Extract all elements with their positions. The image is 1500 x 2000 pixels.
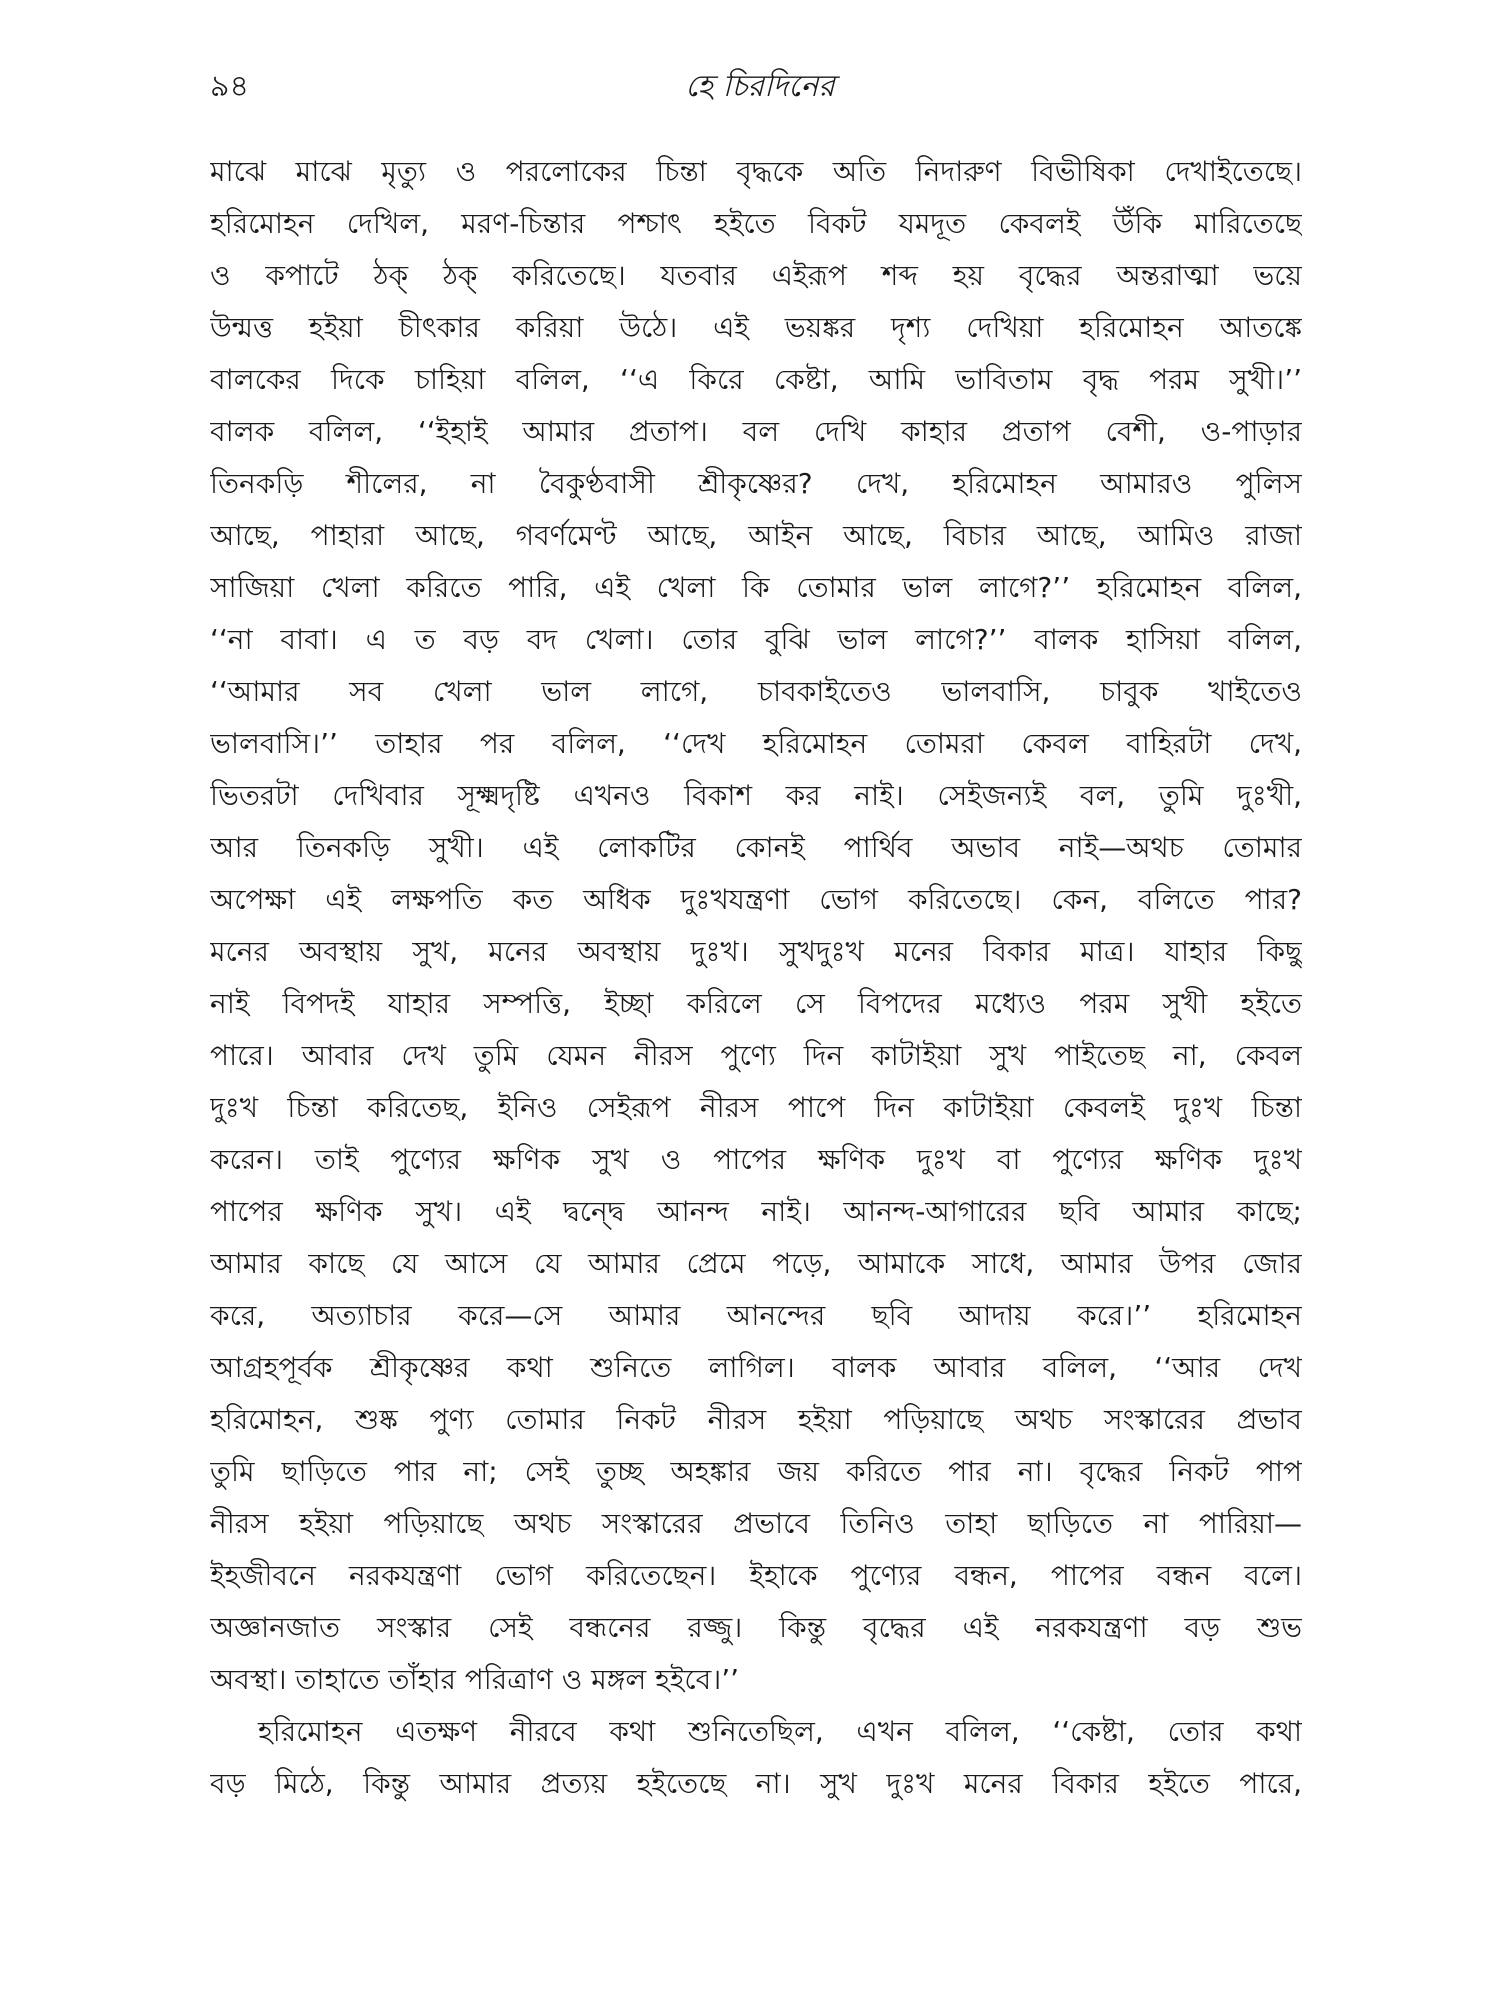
text-line: নীরস হইয়া পড়িয়াছে অথচ সংস্কারের প্রভাবে তিনিও তাহা ছাড়িতে না পারিয়া—	[210, 1507, 1302, 1540]
text-line: আছে, পাহারা আছে, গবর্ণমেণ্ট আছে, আইন আছে, বিচার আছে, আমিও রাজা	[210, 519, 1302, 552]
text-line: পারে। আবার দেখ তুমি যেমন নীরস পুণ্যে দিন কাটাইয়া সুখ পাইতেছ না, কেবল	[210, 1039, 1302, 1072]
text-line: ভালবাসি।’’ তাহার পর বলিল, ‘‘দেখ হরিমোহন তোমরা কেবল বাহিরটা দেখ,	[210, 727, 1302, 760]
text-line: দুঃখ চিন্তা করিতেছ, ইনিও সেইরূপ নীরস পাপে দিন কাটাইয়া কেবলই দুঃখ চিন্তা	[210, 1091, 1302, 1124]
text-line: ও কপাটে ঠক্ ঠক্ করিতেছে। যতবার এইরূপ শব্দ হয় বৃদ্ধের অন্তরাত্মা ভয়ে	[210, 259, 1302, 292]
text-line: সাজিয়া খেলা করিতে পারি, এই খেলা কি তোমার ভাল লাগে?’’ হরিমোহন বলিল,	[210, 571, 1302, 604]
text-line: অবস্থা। তাহাতে তাঁহার পরিত্রাণ ও মঙ্গল হইবে।’’	[210, 1663, 740, 1696]
text-line: ভিতরটা দেখিবার সূক্ষ্মদৃষ্টি এখনও বিকাশ কর নাই। সেইজন্যই বল, তুমি দুঃখী,	[210, 779, 1302, 812]
text-line: তুমি ছাড়িতে পার না; সেই তুচ্ছ অহঙ্কার জয় করিতে পার না। বৃদ্ধের নিকট পাপ	[210, 1455, 1302, 1488]
text-line: আর তিনকড়ি সুখী। এই লোকটির কোনই পার্থিব অভাব নাই—অথচ তোমার	[210, 831, 1302, 864]
running-title: হে চিরদিনের	[685, 69, 835, 104]
text-line: করে, অত্যাচার করে—সে আমার আনন্দের ছবি আদায় করে।’’ হরিমোহন	[210, 1299, 1302, 1332]
text-line: হরিমোহন এতক্ষণ নীরবে কথা শুনিতেছিল, এখন বলিল, ‘‘কেষ্টা, তোর কথা	[258, 1715, 1302, 1748]
body-text	[210, 146, 1302, 1810]
text-line: আমার কাছে যে আসে যে আমার প্রেমে পড়ে, আমাকে সাধে, আমার উপর জোর	[210, 1247, 1302, 1280]
text-line: তিনকড়ি শীলের, না বৈকুণ্ঠবাসী শ্রীকৃষ্ণের? দেখ, হরিমোহন আমারও পুলিস	[210, 467, 1302, 500]
text-line: ইহজীবনে নরকযন্ত্রণা ভোগ করিতেছেন। ইহাকে পুণ্যের বন্ধন, পাপের বন্ধন বলে।	[210, 1559, 1302, 1592]
text-line: হরিমোহন, শুষ্ক পুণ্য তোমার নিকট নীরস হইয়া পড়িয়াছে অথচ সংস্কারের প্রভাব	[210, 1403, 1302, 1436]
text-line: মাঝে মাঝে মৃত্যু ও পরলোকের চিন্তা বৃদ্ধকে অতি নিদারুণ বিভীষিকা দেখাইতেছে।	[210, 155, 1302, 188]
text-line: বড় মিঠে, কিন্তু আমার প্রত্যয় হইতেছে না। সুখ দুঃখ মনের বিকার হইতে পারে,	[210, 1767, 1302, 1800]
text-line: অপেক্ষা এই লক্ষপতি কত অধিক দুঃখযন্ত্রণা ভোগ করিতেছে। কেন, বলিতে পার?	[210, 883, 1302, 916]
text-line: ‘‘আমার সব খেলা ভাল লাগে, চাবকাইতেও ভালবাসি, চাবুক খাইতেও	[210, 675, 1302, 708]
text-line: উন্মত্ত হইয়া চীৎকার করিয়া উঠে। এই ভয়ঙ্কর দৃশ্য দেখিয়া হরিমোহন আতঙ্কে	[210, 311, 1302, 344]
text-line: নাই বিপদই যাহার সম্পত্তি, ইচ্ছা করিলে সে বিপদের মধ্যেও পরম সুখী হইতে	[210, 987, 1302, 1020]
text-line: পাপের ক্ষণিক সুখ। এই দ্বন্দ্বে আনন্দ নাই। আনন্দ-আগারের ছবি আমার কাছে;	[210, 1195, 1302, 1228]
text-line: অজ্ঞানজাত সংস্কার সেই বন্ধনের রজ্জু। কিন্তু বৃদ্ধের এই নরকযন্ত্রণা বড় শুভ	[210, 1611, 1302, 1644]
text-line: মনের অবস্থায় সুখ, মনের অবস্থায় দুঃখ। সুখদুঃখ মনের বিকার মাত্র। যাহার কিছু	[210, 935, 1302, 968]
text-line: করেন। তাই পুণ্যের ক্ষণিক সুখ ও পাপের ক্ষণিক দুঃখ বা পুণ্যের ক্ষণিক দুঃখ	[210, 1143, 1302, 1176]
text-line: ‘‘না বাবা। এ ত বড় বদ খেলা। তোর বুঝি ভাল লাগে?’’ বালক হাসিয়া বলিল,	[210, 623, 1302, 656]
page-header	[210, 62, 1310, 112]
text-line: বালক বলিল, ‘‘ইহাই আমার প্রতাপ। বল দেখি কাহার প্রতাপ বেশী, ও-পাড়ার	[210, 415, 1302, 448]
text-line: হরিমোহন দেখিল, মরণ-চিন্তার পশ্চাৎ হইতে বিকট যমদূত কেবলই উঁকি মারিতেছে	[210, 207, 1302, 240]
text-line: বালকের দিকে চাহিয়া বলিল, ‘‘এ কিরে কেষ্টা, আমি ভাবিতাম বৃদ্ধ পরম সুখী।’’	[210, 363, 1302, 396]
text-line: আগ্রহপূর্বক শ্রীকৃষ্ণের কথা শুনিতে লাগিল। বালক আবার বলিল, ‘‘আর দেখ	[210, 1351, 1302, 1384]
page-number: ৯৪	[210, 69, 249, 104]
